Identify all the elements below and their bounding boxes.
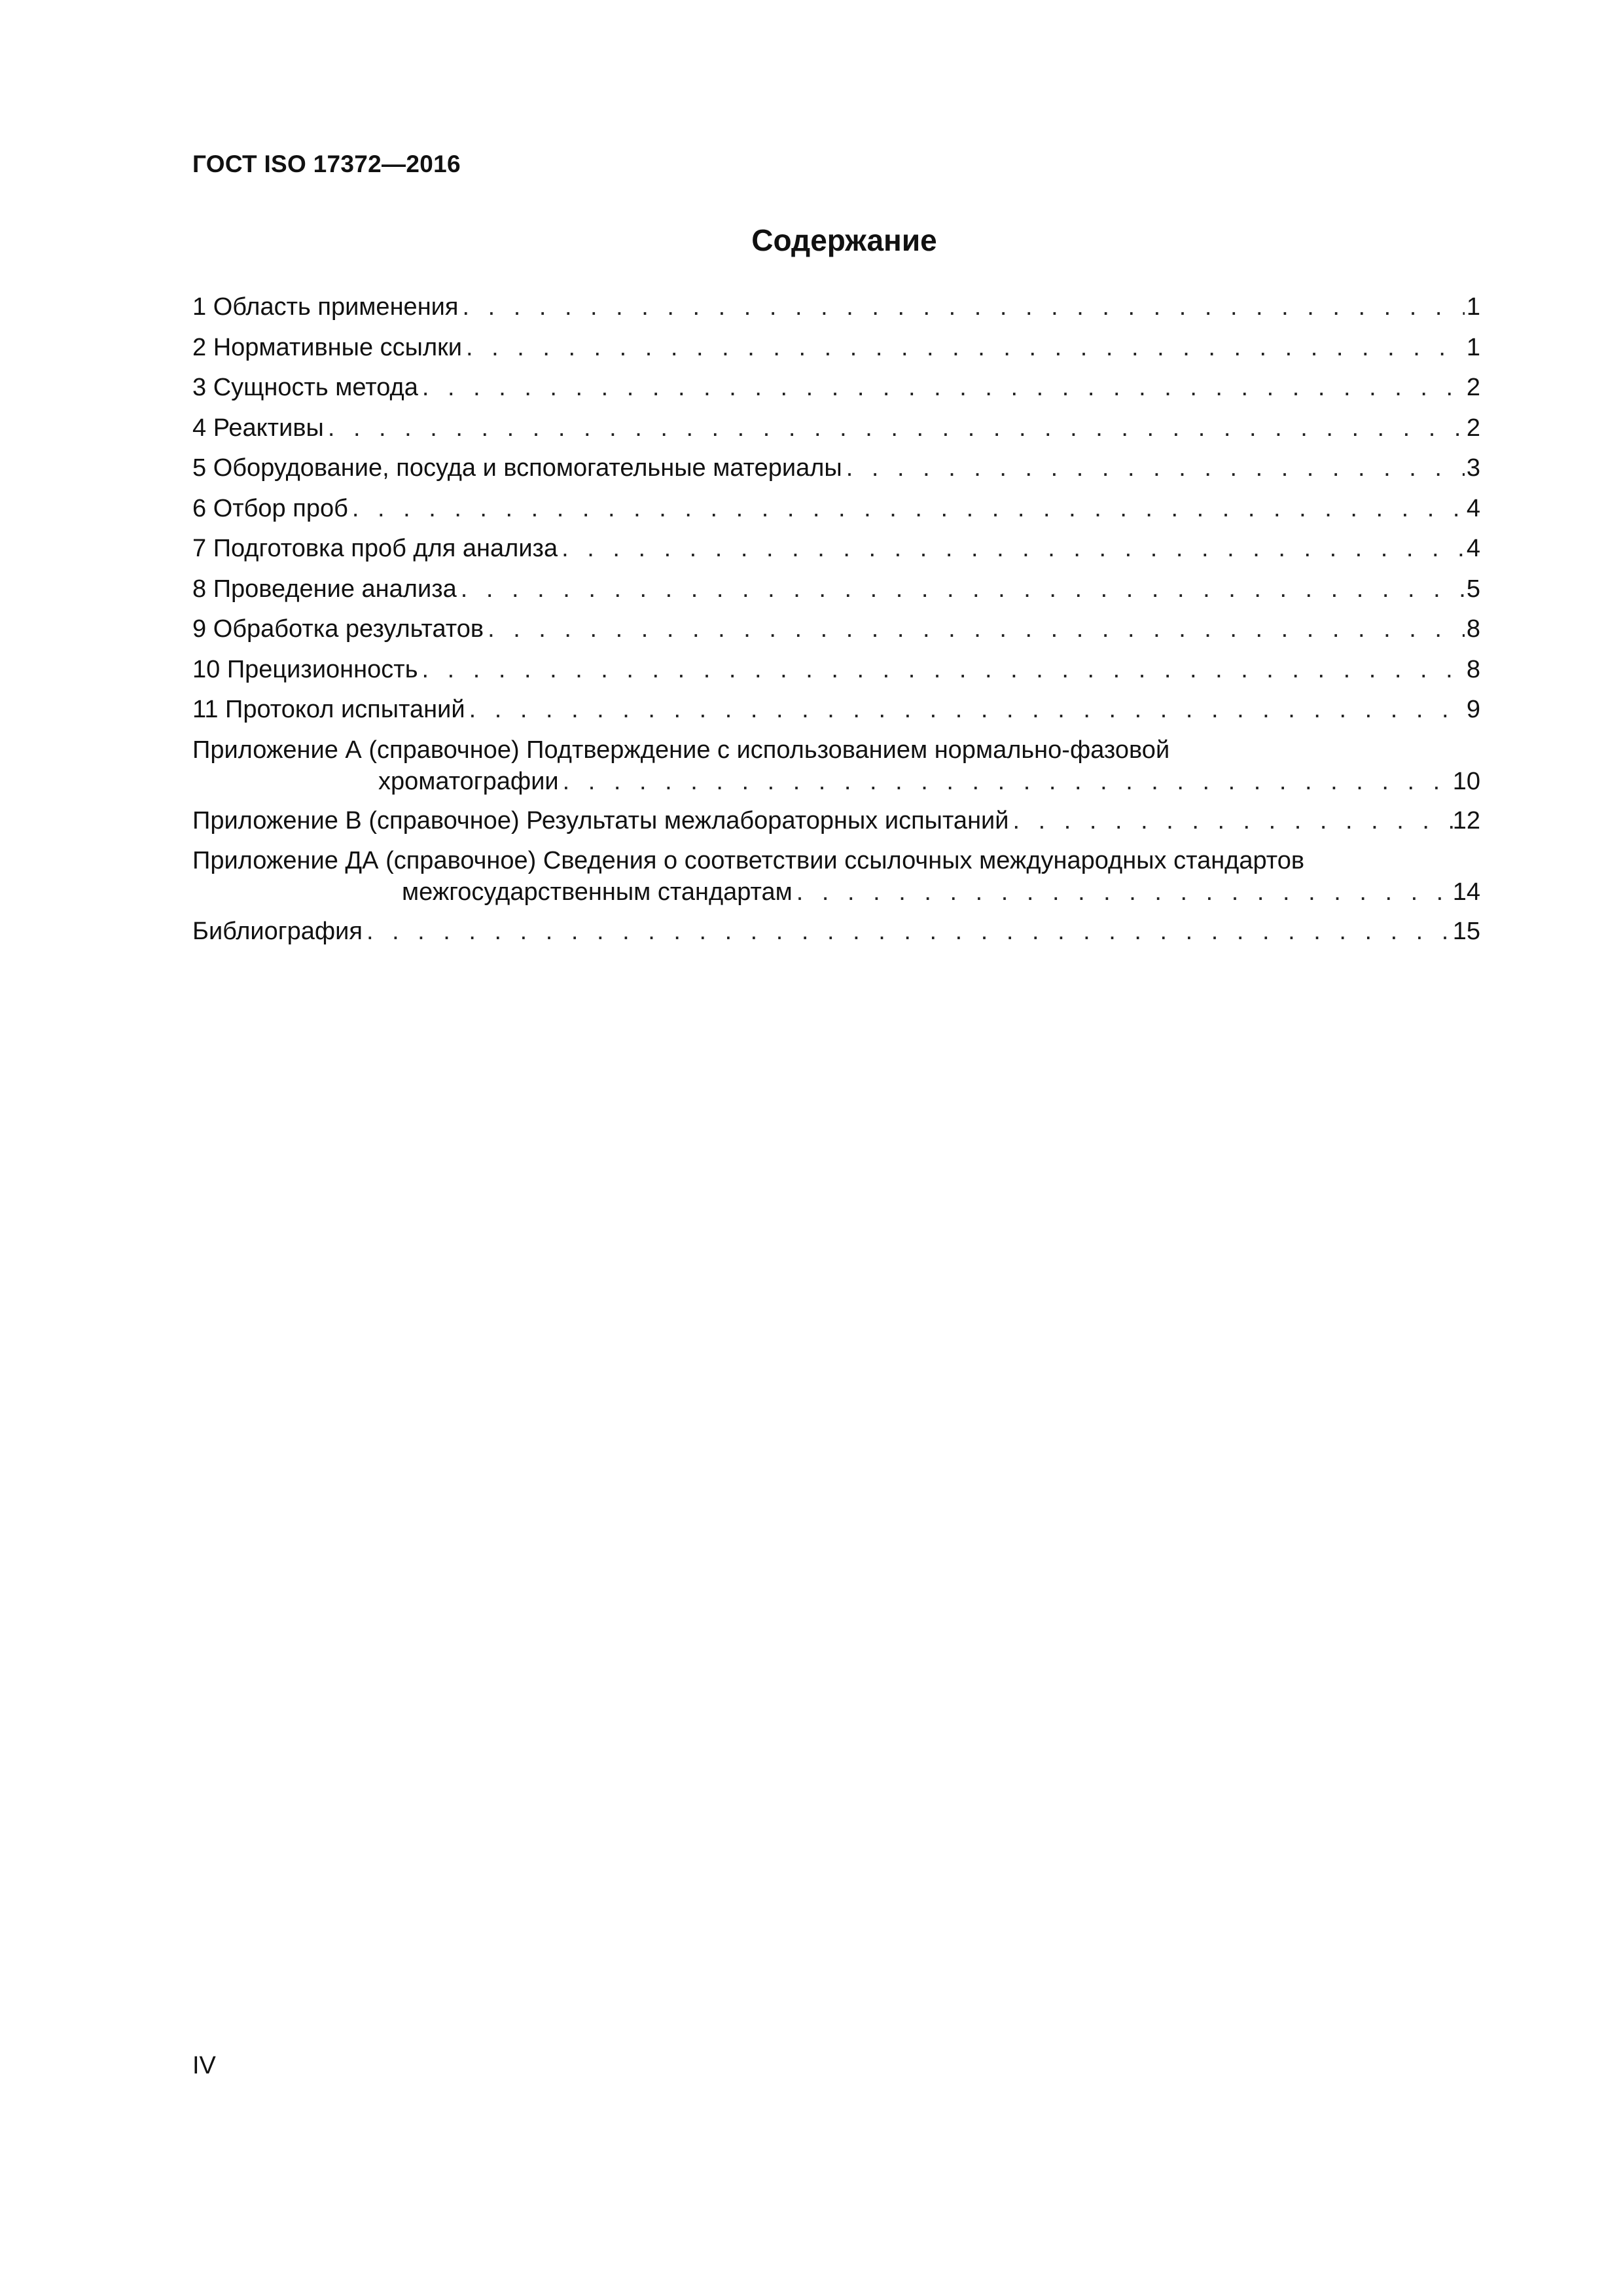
toc-entry-label: 9 Обработка результатов (192, 615, 484, 643)
toc-entry-page: 4 (1466, 535, 1480, 562)
toc-entry-page: 8 (1466, 655, 1480, 683)
toc-entry-label: 11 Протокол испытаний (192, 696, 465, 723)
toc-entry-label: 3 Сущность метода (192, 374, 418, 401)
toc-entry-label: 10 Прецизионность (192, 655, 418, 683)
toc-leader-dots (328, 412, 1465, 444)
toc-entry[interactable] (192, 613, 1480, 654)
toc-entry-page: 15 (1452, 918, 1480, 945)
toc-leader-dots (352, 493, 1465, 524)
toc-entry-page: 8 (1466, 615, 1480, 643)
toc-entry-page: 3 (1466, 454, 1480, 482)
toc-entry[interactable] (192, 694, 1480, 734)
toc-entry-label-continued: межгосударственным стандартам (402, 878, 793, 906)
toc-entry-page: 10 (1452, 767, 1480, 795)
toc-leader-dots (461, 573, 1465, 605)
toc-entry-annex-da[interactable] (192, 845, 1480, 916)
toc-entry-annex-a[interactable] (192, 734, 1480, 805)
toc-entry-label: 1 Область применения (192, 293, 459, 321)
toc-leader-dots (366, 916, 1453, 947)
toc-leader-dots (469, 694, 1465, 725)
toc-entry-label: 6 Отбор проб (192, 494, 348, 522)
document-code: ГОСТ ISO 17372—2016 (192, 151, 461, 177)
toc-entry-label: Приложение ДА (справочное) Сведения о соответствии ссылочных международных стандартов (192, 847, 1305, 874)
toc-leader-dots (846, 452, 1465, 484)
toc-leader-dots (562, 533, 1465, 564)
toc-entry[interactable] (192, 412, 1480, 453)
toc-entry[interactable] (192, 573, 1480, 614)
toc-entry-page: 2 (1466, 414, 1480, 442)
toc-entry[interactable] (192, 332, 1480, 372)
toc-leader-dots (563, 766, 1453, 797)
toc-entry-page: 2 (1466, 374, 1480, 401)
toc-leader-dots (1013, 805, 1453, 836)
toc-entry-page: 12 (1452, 806, 1480, 834)
toc-leader-dots (422, 372, 1465, 403)
toc-entry-annex-b[interactable] (192, 805, 1480, 846)
toc-leader-dots (422, 654, 1465, 685)
toc-entry[interactable] (192, 452, 1480, 493)
toc-entry-label: 2 Нормативные ссылки (192, 333, 462, 361)
toc-entry-label: 8 Проведение анализа (192, 575, 457, 603)
toc-leader-dots (462, 291, 1465, 323)
toc-entry[interactable] (192, 654, 1480, 694)
toc-leader-dots (466, 332, 1465, 363)
toc-entry-label: Приложение В (справочное) Результаты межлабораторных испытаний (192, 806, 1009, 834)
toc-entry-label-continued: хроматографии (378, 767, 559, 795)
toc-entry[interactable] (192, 493, 1480, 533)
table-of-contents (192, 291, 1480, 956)
toc-entry-page: 14 (1452, 878, 1480, 906)
toc-entry-label: 4 Реактивы (192, 414, 324, 442)
toc-leader-dots (796, 876, 1453, 908)
toc-title: Содержание (751, 223, 937, 257)
toc-leader-dots (488, 613, 1465, 645)
toc-entry[interactable] (192, 533, 1480, 573)
toc-entry-page: 1 (1466, 333, 1480, 361)
toc-entry[interactable] (192, 372, 1480, 412)
toc-entry-label: Библиография (192, 918, 363, 945)
toc-entry-page: 5 (1466, 575, 1480, 603)
toc-entry-label: Приложение А (справочное) Подтверждение с использованием нормально-фазовой (192, 736, 1170, 764)
toc-entry-label: 5 Оборудование, посуда и вспомогательные материалы (192, 454, 842, 482)
page-number: IV (192, 2052, 216, 2079)
toc-entry[interactable] (192, 291, 1480, 332)
toc-entry-page: 1 (1466, 293, 1480, 321)
toc-entry-label: 7 Подготовка проб для анализа (192, 535, 558, 562)
toc-entry-page: 4 (1466, 494, 1480, 522)
toc-entry-bibliography[interactable] (192, 916, 1480, 956)
toc-entry-page: 9 (1466, 696, 1480, 723)
